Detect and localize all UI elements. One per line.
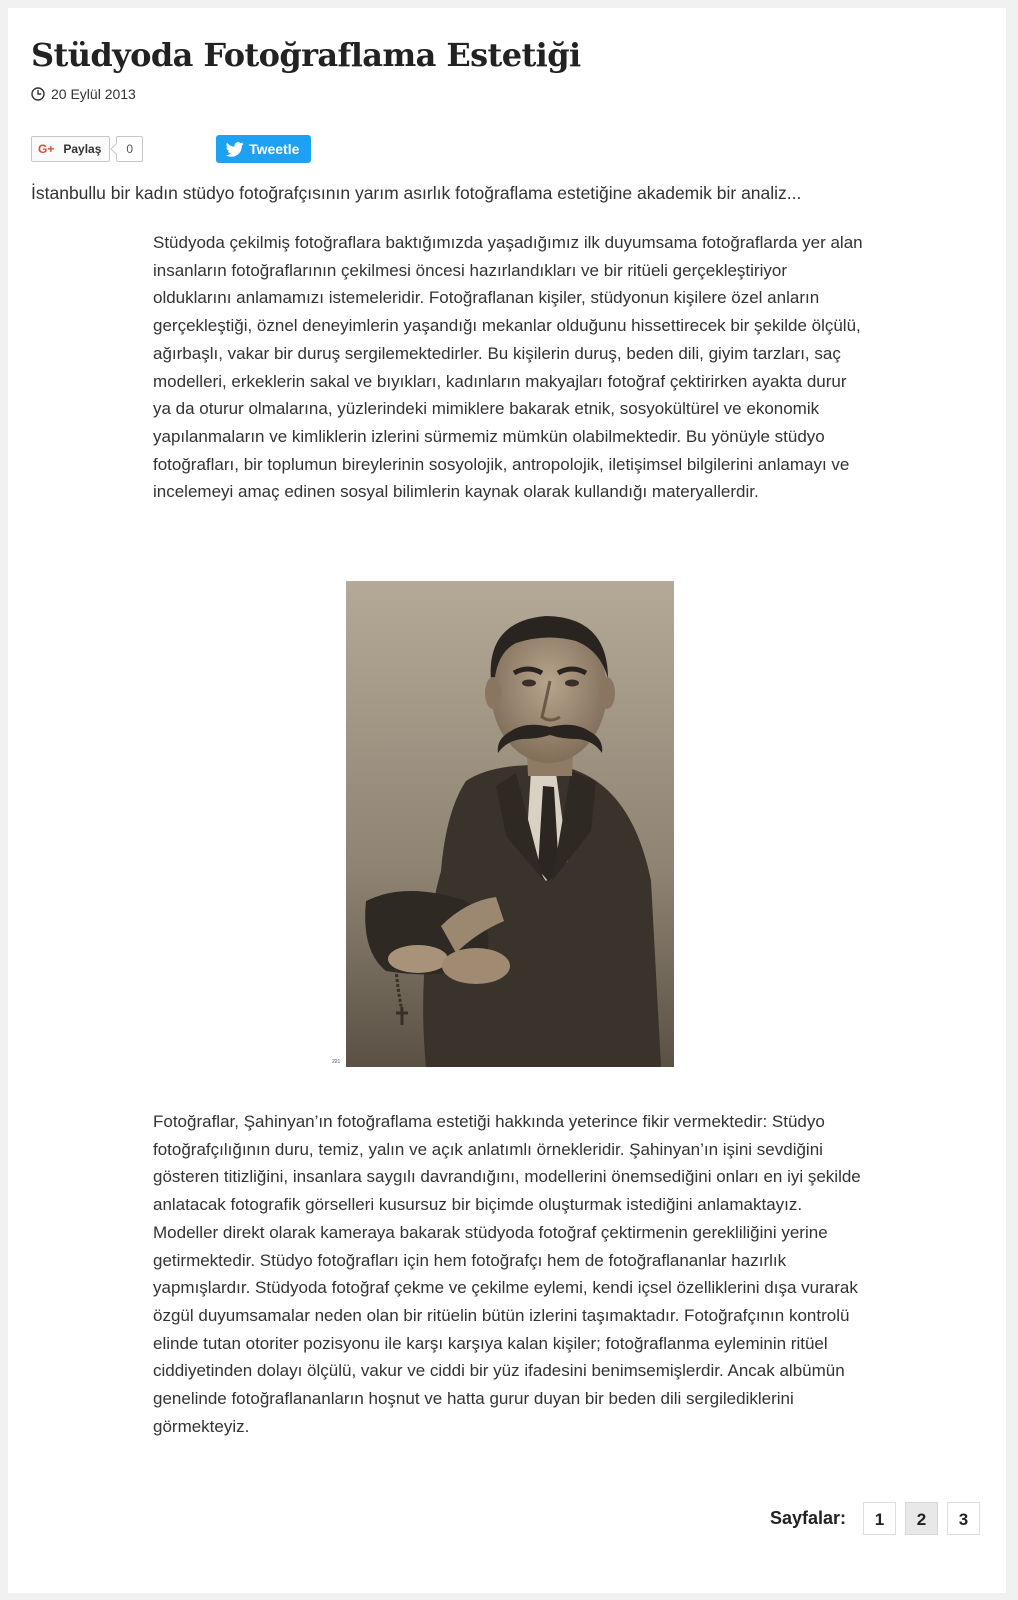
article-lead: İstanbullu bir kadın stüdyo fotoğrafçısının yarım asırlık fotoğraflama estetiğine akademik bir analiz... <box>31 183 802 203</box>
article-paragraph-1: Stüdyoda çekilmiş fotoğraflara baktığımızda yaşadığımız ilk duyumsama fotoğraflarda yer alan insanların fotoğraflarının çekilmesi öncesi hazırlandıkları ve bir ritüeli gerçekleştiriyor olduklarını anlamamızı istemeleridir. Fotoğraflanan kişiler, stüdyonun kişilere özel anların gerçekleştiği, öznel deneyimlerin yaşandığı mekanlar olduğunu hissettirecek bir şekilde ölçülü, ağırbaşlı, vakar bir duruş sergilemektedirler. Bu kişilerin duruş, beden dili, giyim tarzları, saç modelleri, erkeklerin sakal ve bıyıkları, kadınların makyajları fotoğraf çektirirken ayakta durur ya da oturur olmalarına, yüzlerindeki mimiklere bakarak etnik, sosyokültürel ve ekonomik yapılanmaların ve kimliklerin izlerini sürmemiz mümkün olabilmektedir. Bu yönüyle stüdyo fotoğrafları, bir toplumun bireylerinin sosyolojik, antropolojik, iletişimsel bilgilerini anlamayı ve incelemeyi amaç edinen sosyal bilimlerin kaynak olarak kullandığı materyallerdir. <box>153 233 863 502</box>
page-link-3[interactable]: 3 <box>947 1502 980 1535</box>
share-bar <box>31 135 311 163</box>
article-page <box>8 8 1006 1593</box>
google-plus-share-button[interactable] <box>31 136 110 162</box>
article-title: Stüdyoda Fotoğraflama Estetiği <box>31 36 581 74</box>
page-link-2-current[interactable]: 2 <box>905 1502 938 1535</box>
twitter-bird-icon <box>226 142 244 157</box>
clock-icon <box>31 87 45 101</box>
pagination-label: Sayfalar: <box>769 1508 846 1528</box>
pagination <box>770 1502 980 1535</box>
google-plus-share-label: Paylaş <box>63 142 102 156</box>
article-photo <box>346 581 674 1067</box>
google-plus-icon: G+ <box>38 142 55 156</box>
tweet-button-label: Tweetle <box>249 141 300 157</box>
article-meta <box>31 86 136 102</box>
article-paragraph-2: Fotoğraflar, Şahinyan’ın fotoğraflama estetiği hakkında yeterince fikir vermektedir: Stüdyo fotoğrafçılığının duru, temiz, yalın ve açık anlatımlı örnekleridir. Şahinyan’ın işini sevdiğini gösteren titizliğini, insanlara saygılı davrandığını, modellerini önemsediğini onları en iyi şekilde anlatacak fotografik görselleri kusursuz bir biçimde oluşturmak istediğini anlamaktayız. Modeller direkt olarak kameraya bakarak stüdyoda fotoğraf çektirmenin gerekliliğini yerine getirmektedir. Stüdyo fotoğrafları için hem fotoğrafçı hem de fotoğraflananlar hazırlık yapmışlardır. Stüdyoda fotoğraf çekme ve çekilme eylemi, kendi içsel özelliklerini dışa vurarak özgül duyumsamalar neden olan bir ritüelin bütün izlerini taşımaktadır. Fotoğrafçının kontrolü elinde tutan otoriter pozisyonu ile karşı karşıya kalan kişiler; fotoğraflanma eyleminin ritüel ciddiyetinden dolayı ölçülü, vakur ve ciddi bir yüz ifadesini benimsemişlerdir. Ancak albümün genelinde fotoğraflananların hoşnut ve hatta gurur duyan bir beden dili sergilediklerini görmekteyiz. <box>153 1112 861 1436</box>
page-link-1[interactable]: 1 <box>863 1502 896 1535</box>
google-plus-share-count: 0 <box>116 136 143 162</box>
article-date: 20 Eylül 2013 <box>51 86 136 102</box>
tweet-button[interactable] <box>216 135 311 163</box>
photo-caption: 221 <box>332 1059 341 1065</box>
portrait-illustration <box>346 581 674 1067</box>
